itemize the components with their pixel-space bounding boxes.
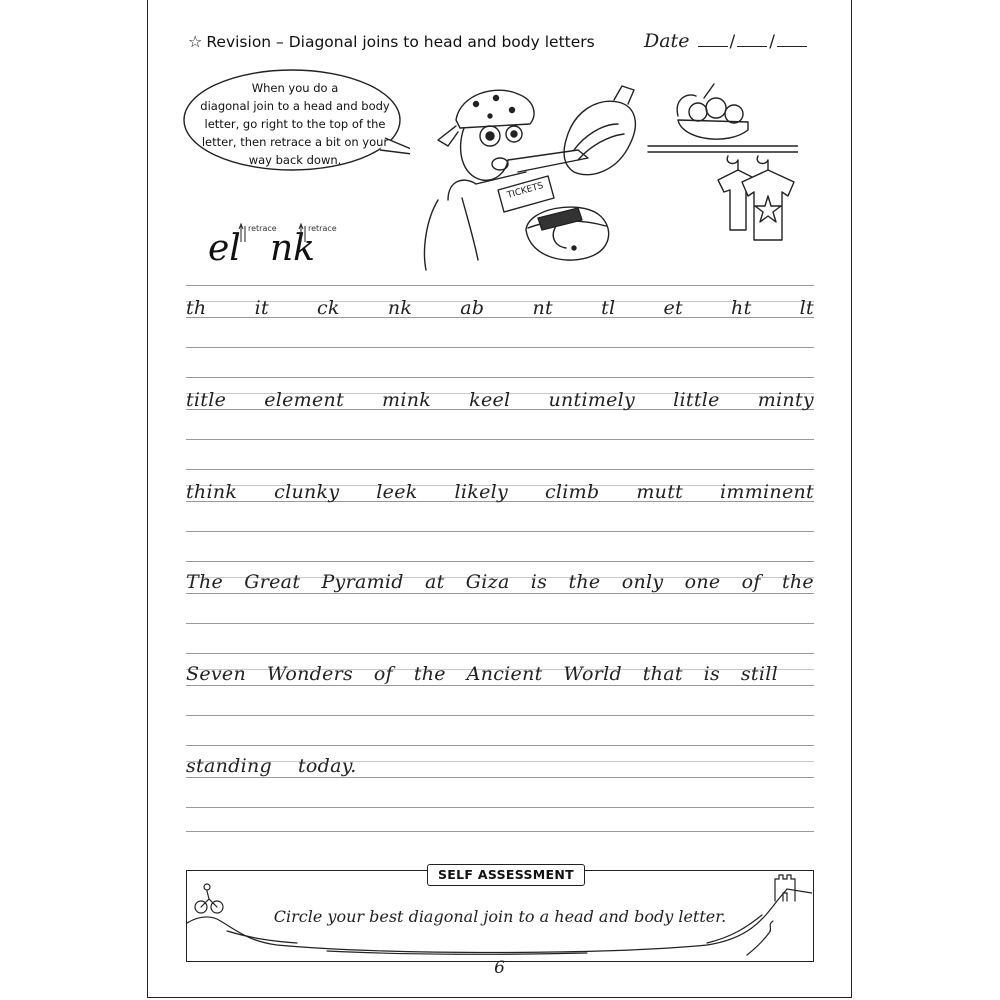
speech-line: When you do a	[251, 81, 339, 95]
worksheet-title	[188, 32, 595, 51]
practice-word: leek	[376, 481, 418, 503]
castle-icon	[775, 875, 795, 901]
practice-word: et	[663, 297, 683, 319]
practice-word: keel	[469, 389, 511, 411]
worksheet-page	[147, 0, 852, 998]
retrace-label: retrace	[308, 224, 337, 233]
retrace-arrow-icon	[238, 222, 248, 244]
practice-word: element	[264, 389, 345, 411]
retrace-sample	[188, 224, 368, 278]
guide-line	[186, 685, 814, 686]
practice-word: only	[621, 571, 664, 593]
practice-word: one	[684, 571, 721, 593]
practice-row-joins	[186, 297, 814, 319]
practice-word: is	[703, 663, 721, 685]
practice-word: Ancient	[466, 663, 543, 685]
speech-line: letter, then retrace a bit on your	[201, 135, 389, 149]
practice-word: the	[568, 571, 601, 593]
guide-line	[186, 777, 814, 778]
guide-line	[186, 377, 814, 378]
retrace-label: retrace	[248, 224, 277, 233]
practice-word: minty	[757, 389, 814, 411]
practice-word: today.	[298, 755, 357, 777]
date-separator: /	[729, 32, 736, 52]
guide-line	[186, 653, 814, 654]
practice-word: ck	[316, 297, 340, 319]
practice-row-sentence-1	[186, 571, 814, 593]
practice-word: Giza	[465, 571, 510, 593]
practice-word: that	[642, 663, 683, 685]
practice-word: is	[530, 571, 548, 593]
practice-word: the	[413, 663, 446, 685]
sample-join-nk: nk	[270, 228, 315, 269]
practice-word: untimely	[548, 389, 636, 411]
practice-word: likely	[454, 481, 509, 503]
date-day-blank[interactable]	[698, 32, 728, 47]
guide-line	[186, 285, 814, 286]
writing-line[interactable]	[186, 831, 814, 832]
writing-line[interactable]	[186, 347, 814, 348]
practice-word: Seven	[186, 663, 246, 685]
speech-line: way back down.	[248, 153, 342, 167]
speech-bubble-text	[190, 79, 400, 169]
practice-word: ab	[460, 297, 485, 319]
practice-word: Pyramid	[321, 571, 404, 593]
practice-word: mink	[382, 389, 432, 411]
practice-word: World	[563, 663, 622, 685]
practice-row-words-2	[186, 481, 814, 503]
practice-row-sentence-2	[186, 663, 778, 685]
sample-join-el: el	[208, 228, 241, 269]
writing-line[interactable]	[186, 623, 814, 624]
practice-word: the	[781, 571, 814, 593]
practice-word: little	[673, 389, 720, 411]
date-separator: /	[769, 32, 775, 52]
practice-word: nt	[532, 297, 553, 319]
practice-word: imminent	[720, 481, 814, 503]
title-text: Revision – Diagonal joins to head and body letters	[206, 33, 595, 51]
practice-word: Wonders	[266, 663, 354, 685]
practice-word: The	[186, 571, 224, 593]
tickets-label: TICKETS	[506, 181, 545, 201]
guide-line	[186, 469, 814, 470]
practice-word: nk	[387, 297, 413, 319]
self-assessment-box	[186, 867, 814, 962]
date-year-blank[interactable]	[777, 32, 807, 47]
star-shirt-icon	[742, 170, 794, 240]
practice-word: ht	[731, 297, 752, 319]
practice-word: Great	[244, 571, 301, 593]
date-label: Date	[644, 30, 690, 52]
practice-word: at	[424, 571, 445, 593]
writing-line[interactable]	[186, 807, 814, 808]
practice-word: mutt	[636, 481, 684, 503]
pirate-illustration	[378, 80, 798, 280]
guide-line	[186, 745, 814, 746]
speech-line: diagonal join to a head and body	[200, 99, 390, 113]
practice-word: clunky	[274, 481, 340, 503]
practice-word: still	[740, 663, 778, 685]
practice-word: of	[741, 571, 761, 593]
practice-row-sentence-3	[186, 755, 814, 777]
practice-word: lt	[799, 297, 814, 319]
retrace-arrow-icon	[298, 222, 308, 244]
self-assessment-label: SELF ASSESSMENT	[427, 864, 585, 886]
writing-line[interactable]	[186, 439, 814, 440]
practice-word: it	[254, 297, 269, 319]
writing-line[interactable]	[186, 531, 814, 532]
guide-line	[186, 593, 814, 594]
practice-word: tl	[601, 297, 616, 319]
practice-word: of	[373, 663, 393, 685]
practice-row-words-1	[186, 389, 814, 411]
practice-word: th	[186, 297, 207, 319]
page-number: 6	[494, 958, 505, 978]
practice-word: title	[186, 389, 227, 411]
speech-line: letter, go right to the top of the	[204, 117, 386, 131]
date-field[interactable]	[644, 30, 809, 52]
bottle-icon	[564, 101, 635, 174]
practice-word: standing	[186, 755, 272, 777]
practice-word: climb	[544, 481, 600, 503]
self-assessment-instruction: Circle your best diagonal join to a head and body letter.	[273, 907, 727, 926]
guide-line	[186, 561, 814, 562]
practice-word: think	[186, 481, 238, 503]
star-outline-icon: ☆	[188, 32, 203, 51]
writing-line[interactable]	[186, 715, 814, 716]
date-month-blank[interactable]	[737, 32, 767, 47]
